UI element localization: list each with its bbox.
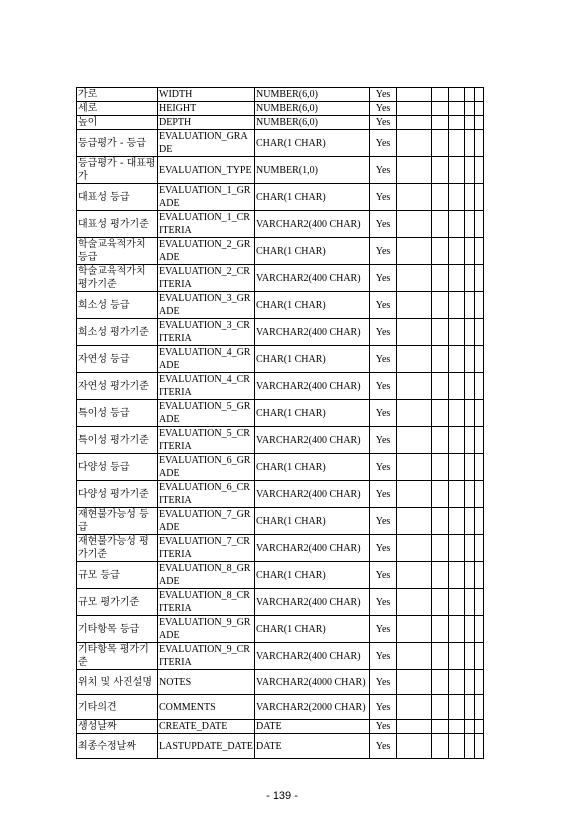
- korean-name-cell: 재현불가능성 평가기준: [77, 535, 158, 562]
- column-name-cell: EVALUATION_6_GRADE: [158, 454, 255, 481]
- korean-name-cell: 등급평가 - 등급: [77, 130, 158, 157]
- data-type-cell: DATE: [255, 734, 370, 759]
- table-row: [77, 373, 484, 400]
- column-name-cell: EVALUATION_3_GRADE: [158, 292, 255, 319]
- empty-cell: [449, 562, 465, 589]
- column-name-cell: COMMENTS: [158, 695, 255, 720]
- nullable-cell: Yes: [370, 157, 397, 184]
- table-row: [77, 616, 484, 643]
- data-type-cell: NUMBER(1,0): [255, 157, 370, 184]
- table-row: [77, 292, 484, 319]
- empty-cell: [475, 211, 484, 238]
- data-type-cell: CHAR(1 CHAR): [255, 616, 370, 643]
- data-type-cell: VARCHAR2(400 CHAR): [255, 319, 370, 346]
- empty-cell: [475, 670, 484, 695]
- empty-cell: [465, 695, 475, 720]
- empty-cell: [465, 454, 475, 481]
- data-type-cell: CHAR(1 CHAR): [255, 400, 370, 427]
- empty-cell: [449, 535, 465, 562]
- empty-cell: [465, 720, 475, 734]
- korean-name-cell: 기타항목 평가기준: [77, 643, 158, 670]
- empty-cell: [475, 454, 484, 481]
- empty-cell: [397, 319, 432, 346]
- empty-cell: [397, 508, 432, 535]
- empty-cell: [432, 102, 449, 116]
- korean-name-cell: 자연성 등급: [77, 346, 158, 373]
- empty-cell: [432, 184, 449, 211]
- column-name-cell: EVALUATION_4_GRADE: [158, 346, 255, 373]
- empty-cell: [465, 88, 475, 102]
- nullable-cell: Yes: [370, 427, 397, 454]
- empty-cell: [475, 184, 484, 211]
- empty-cell: [465, 157, 475, 184]
- empty-cell: [397, 562, 432, 589]
- empty-cell: [397, 734, 432, 759]
- empty-cell: [432, 454, 449, 481]
- table-row: [77, 562, 484, 589]
- column-name-cell: CREATE_DATE: [158, 720, 255, 734]
- empty-cell: [475, 373, 484, 400]
- column-name-cell: EVALUATION_8_GRADE: [158, 562, 255, 589]
- table-row: [77, 238, 484, 265]
- empty-cell: [397, 427, 432, 454]
- table-row: [77, 88, 484, 102]
- empty-cell: [432, 211, 449, 238]
- nullable-cell: Yes: [370, 211, 397, 238]
- table-row: [77, 508, 484, 535]
- table-row: [77, 211, 484, 238]
- data-type-cell: CHAR(1 CHAR): [255, 346, 370, 373]
- empty-cell: [475, 720, 484, 734]
- nullable-cell: Yes: [370, 734, 397, 759]
- empty-cell: [432, 695, 449, 720]
- data-type-cell: VARCHAR2(400 CHAR): [255, 481, 370, 508]
- empty-cell: [449, 720, 465, 734]
- column-name-cell: EVALUATION_TYPE: [158, 157, 255, 184]
- empty-cell: [397, 670, 432, 695]
- empty-cell: [449, 508, 465, 535]
- empty-cell: [465, 481, 475, 508]
- nullable-cell: Yes: [370, 88, 397, 102]
- empty-cell: [397, 292, 432, 319]
- data-type-cell: NUMBER(6,0): [255, 116, 370, 130]
- data-type-cell: CHAR(1 CHAR): [255, 130, 370, 157]
- empty-cell: [465, 562, 475, 589]
- empty-cell: [397, 454, 432, 481]
- table-row: [77, 734, 484, 759]
- nullable-cell: Yes: [370, 319, 397, 346]
- empty-cell: [449, 454, 465, 481]
- column-name-cell: DEPTH: [158, 116, 255, 130]
- column-spec-table: [76, 87, 484, 759]
- table-row: [77, 157, 484, 184]
- data-type-cell: VARCHAR2(400 CHAR): [255, 643, 370, 670]
- korean-name-cell: 높이: [77, 116, 158, 130]
- nullable-cell: Yes: [370, 616, 397, 643]
- empty-cell: [432, 616, 449, 643]
- table-row: [77, 454, 484, 481]
- empty-cell: [432, 427, 449, 454]
- empty-cell: [475, 535, 484, 562]
- column-name-cell: EVALUATION_9_GRADE: [158, 616, 255, 643]
- column-name-cell: EVALUATION_5_CRITERIA: [158, 427, 255, 454]
- table-row: [77, 481, 484, 508]
- empty-cell: [449, 184, 465, 211]
- empty-cell: [397, 130, 432, 157]
- empty-cell: [397, 346, 432, 373]
- table-row: [77, 116, 484, 130]
- empty-cell: [449, 292, 465, 319]
- nullable-cell: Yes: [370, 670, 397, 695]
- empty-cell: [449, 670, 465, 695]
- data-type-cell: NUMBER(6,0): [255, 102, 370, 116]
- data-type-cell: CHAR(1 CHAR): [255, 238, 370, 265]
- empty-cell: [397, 102, 432, 116]
- empty-cell: [432, 734, 449, 759]
- empty-cell: [475, 643, 484, 670]
- column-name-cell: EVALUATION_8_CRITERIA: [158, 589, 255, 616]
- nullable-cell: Yes: [370, 535, 397, 562]
- empty-cell: [397, 400, 432, 427]
- korean-name-cell: 학술교육적가치 평가기준: [77, 265, 158, 292]
- empty-cell: [475, 481, 484, 508]
- empty-cell: [475, 508, 484, 535]
- column-name-cell: EVALUATION_1_CRITERIA: [158, 211, 255, 238]
- korean-name-cell: 대표성 등급: [77, 184, 158, 211]
- empty-cell: [449, 88, 465, 102]
- column-name-cell: WIDTH: [158, 88, 255, 102]
- empty-cell: [397, 589, 432, 616]
- data-type-cell: CHAR(1 CHAR): [255, 508, 370, 535]
- korean-name-cell: 기타항목 등급: [77, 616, 158, 643]
- empty-cell: [432, 130, 449, 157]
- empty-cell: [449, 238, 465, 265]
- nullable-cell: Yes: [370, 508, 397, 535]
- empty-cell: [449, 102, 465, 116]
- korean-name-cell: 최종수정날짜: [77, 734, 158, 759]
- table-row: [77, 427, 484, 454]
- empty-cell: [465, 508, 475, 535]
- nullable-cell: Yes: [370, 695, 397, 720]
- nullable-cell: Yes: [370, 643, 397, 670]
- korean-name-cell: 자연성 평가기준: [77, 373, 158, 400]
- nullable-cell: Yes: [370, 116, 397, 130]
- empty-cell: [475, 734, 484, 759]
- empty-cell: [432, 508, 449, 535]
- korean-name-cell: 규모 평가기준: [77, 589, 158, 616]
- empty-cell: [432, 88, 449, 102]
- empty-cell: [432, 562, 449, 589]
- data-type-cell: CHAR(1 CHAR): [255, 454, 370, 481]
- korean-name-cell: 대표성 평가기준: [77, 211, 158, 238]
- table-row: [77, 265, 484, 292]
- empty-cell: [432, 481, 449, 508]
- data-type-cell: VARCHAR2(4000 CHAR): [255, 670, 370, 695]
- table-row: [77, 184, 484, 211]
- empty-cell: [475, 589, 484, 616]
- empty-cell: [432, 238, 449, 265]
- empty-cell: [397, 88, 432, 102]
- empty-cell: [465, 535, 475, 562]
- nullable-cell: Yes: [370, 265, 397, 292]
- column-name-cell: HEIGHT: [158, 102, 255, 116]
- empty-cell: [397, 616, 432, 643]
- empty-cell: [397, 184, 432, 211]
- nullable-cell: Yes: [370, 184, 397, 211]
- empty-cell: [449, 734, 465, 759]
- table-row: [77, 346, 484, 373]
- korean-name-cell: 재현불가능성 등급: [77, 508, 158, 535]
- empty-cell: [449, 373, 465, 400]
- empty-cell: [432, 265, 449, 292]
- data-type-cell: CHAR(1 CHAR): [255, 562, 370, 589]
- korean-name-cell: 위치 및 사진설명: [77, 670, 158, 695]
- empty-cell: [449, 643, 465, 670]
- empty-cell: [397, 211, 432, 238]
- korean-name-cell: 세로: [77, 102, 158, 116]
- korean-name-cell: 다양성 등급: [77, 454, 158, 481]
- nullable-cell: Yes: [370, 454, 397, 481]
- korean-name-cell: 가로: [77, 88, 158, 102]
- empty-cell: [465, 211, 475, 238]
- column-name-cell: EVALUATION_6_CRITERIA: [158, 481, 255, 508]
- empty-cell: [432, 116, 449, 130]
- empty-cell: [449, 589, 465, 616]
- empty-cell: [465, 734, 475, 759]
- page-number: - 139 -: [266, 790, 298, 802]
- korean-name-cell: 희소성 등급: [77, 292, 158, 319]
- table-row: [77, 589, 484, 616]
- column-name-cell: EVALUATION_GRADE: [158, 130, 255, 157]
- empty-cell: [465, 102, 475, 116]
- empty-cell: [432, 319, 449, 346]
- korean-name-cell: 특이성 등급: [77, 400, 158, 427]
- table-row: [77, 695, 484, 720]
- empty-cell: [432, 670, 449, 695]
- table-row: [77, 535, 484, 562]
- empty-cell: [475, 130, 484, 157]
- empty-cell: [432, 346, 449, 373]
- empty-cell: [465, 373, 475, 400]
- nullable-cell: Yes: [370, 720, 397, 734]
- empty-cell: [465, 616, 475, 643]
- column-name-cell: NOTES: [158, 670, 255, 695]
- empty-cell: [465, 643, 475, 670]
- empty-cell: [465, 589, 475, 616]
- korean-name-cell: 다양성 평가기준: [77, 481, 158, 508]
- table-row: [77, 319, 484, 346]
- korean-name-cell: 등급평가 - 대표평가: [78, 158, 156, 182]
- empty-cell: [475, 157, 484, 184]
- data-type-cell: VARCHAR2(400 CHAR): [255, 211, 370, 238]
- table-row: [77, 102, 484, 116]
- column-name-cell: EVALUATION_3_CRITERIA: [158, 319, 255, 346]
- nullable-cell: Yes: [370, 130, 397, 157]
- korean-name-cell: 기타의견: [77, 695, 158, 720]
- empty-cell: [449, 400, 465, 427]
- empty-cell: [465, 292, 475, 319]
- nullable-cell: Yes: [370, 589, 397, 616]
- empty-cell: [432, 720, 449, 734]
- empty-cell: [475, 319, 484, 346]
- data-type-cell: CHAR(1 CHAR): [255, 184, 370, 211]
- column-name-cell: LASTUPDATE_DATE: [158, 734, 255, 759]
- empty-cell: [449, 481, 465, 508]
- empty-cell: [475, 562, 484, 589]
- empty-cell: [475, 695, 484, 720]
- table-row: [77, 643, 484, 670]
- table-row: [77, 720, 484, 734]
- empty-cell: [449, 211, 465, 238]
- empty-cell: [432, 292, 449, 319]
- empty-cell: [397, 265, 432, 292]
- empty-cell: [432, 157, 449, 184]
- empty-cell: [432, 400, 449, 427]
- empty-cell: [465, 116, 475, 130]
- empty-cell: [397, 116, 432, 130]
- empty-cell: [465, 265, 475, 292]
- empty-cell: [449, 319, 465, 346]
- data-type-cell: CHAR(1 CHAR): [255, 292, 370, 319]
- nullable-cell: Yes: [370, 292, 397, 319]
- empty-cell: [449, 427, 465, 454]
- empty-cell: [465, 130, 475, 157]
- data-type-cell: VARCHAR2(400 CHAR): [255, 535, 370, 562]
- empty-cell: [465, 346, 475, 373]
- data-type-cell: VARCHAR2(2000 CHAR): [255, 695, 370, 720]
- empty-cell: [397, 481, 432, 508]
- empty-cell: [465, 670, 475, 695]
- nullable-cell: Yes: [370, 481, 397, 508]
- table-row: [77, 400, 484, 427]
- column-name-cell: EVALUATION_1_GRADE: [158, 184, 255, 211]
- empty-cell: [449, 157, 465, 184]
- nullable-cell: Yes: [370, 238, 397, 265]
- empty-cell: [475, 292, 484, 319]
- data-type-cell: VARCHAR2(400 CHAR): [255, 427, 370, 454]
- empty-cell: [475, 265, 484, 292]
- empty-cell: [397, 157, 432, 184]
- empty-cell: [432, 643, 449, 670]
- empty-cell: [475, 616, 484, 643]
- empty-cell: [465, 400, 475, 427]
- empty-cell: [449, 130, 465, 157]
- column-name-cell: EVALUATION_7_GRADE: [158, 508, 255, 535]
- empty-cell: [465, 238, 475, 265]
- empty-cell: [397, 238, 432, 265]
- empty-cell: [475, 116, 484, 130]
- korean-name-cell: 희소성 평가기준: [77, 319, 158, 346]
- nullable-cell: Yes: [370, 562, 397, 589]
- empty-cell: [475, 88, 484, 102]
- empty-cell: [397, 695, 432, 720]
- empty-cell: [397, 643, 432, 670]
- empty-cell: [449, 116, 465, 130]
- empty-cell: [475, 400, 484, 427]
- data-type-cell: VARCHAR2(400 CHAR): [255, 589, 370, 616]
- column-name-cell: EVALUATION_2_GRADE: [158, 238, 255, 265]
- empty-cell: [449, 695, 465, 720]
- korean-name-cell: 생성날짜: [77, 720, 158, 734]
- empty-cell: [475, 346, 484, 373]
- korean-name-cell: 특이성 평가기준: [77, 427, 158, 454]
- empty-cell: [475, 102, 484, 116]
- column-name-cell: EVALUATION_2_CRITERIA: [158, 265, 255, 292]
- data-type-cell: NUMBER(6,0): [255, 88, 370, 102]
- nullable-cell: Yes: [370, 400, 397, 427]
- column-name-cell: EVALUATION_7_CRITERIA: [158, 535, 255, 562]
- table-body: [77, 88, 484, 759]
- nullable-cell: Yes: [370, 102, 397, 116]
- column-name-cell: EVALUATION_4_CRITERIA: [158, 373, 255, 400]
- empty-cell: [397, 535, 432, 562]
- empty-cell: [432, 373, 449, 400]
- column-name-cell: EVALUATION_9_CRITERIA: [158, 643, 255, 670]
- data-type-cell: VARCHAR2(400 CHAR): [255, 265, 370, 292]
- empty-cell: [449, 616, 465, 643]
- korean-name-cell: 학술교육적가치 등급: [77, 238, 158, 265]
- empty-cell: [475, 427, 484, 454]
- data-type-cell: DATE: [255, 720, 370, 734]
- empty-cell: [449, 346, 465, 373]
- empty-cell: [432, 535, 449, 562]
- korean-name-cell: 규모 등급: [77, 562, 158, 589]
- table-row: [77, 130, 484, 157]
- empty-cell: [465, 184, 475, 211]
- table-row: [77, 670, 484, 695]
- nullable-cell: Yes: [370, 373, 397, 400]
- empty-cell: [397, 720, 432, 734]
- empty-cell: [475, 238, 484, 265]
- column-name-cell: EVALUATION_5_GRADE: [158, 400, 255, 427]
- empty-cell: [465, 319, 475, 346]
- empty-cell: [432, 589, 449, 616]
- nullable-cell: Yes: [370, 346, 397, 373]
- empty-cell: [397, 373, 432, 400]
- empty-cell: [449, 265, 465, 292]
- data-type-cell: VARCHAR2(400 CHAR): [255, 373, 370, 400]
- empty-cell: [465, 427, 475, 454]
